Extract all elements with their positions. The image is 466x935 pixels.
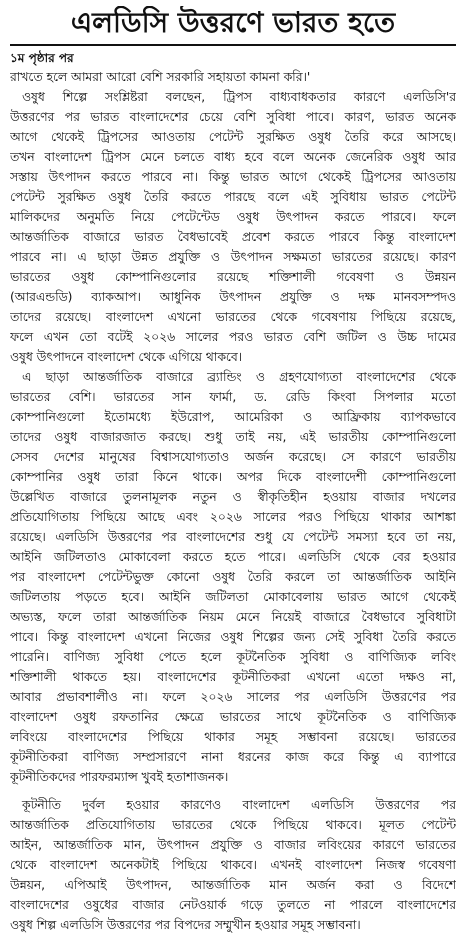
headline: এলডিসি উত্তরণে ভারত হতে — [70, 6, 396, 39]
text-line: পেটেন্ট সুরক্ষিত ওষুধ তৈরি করতে পারছে বলে এই সুবিধায় ভারত পেটেন্ট — [10, 190, 456, 204]
continued-from-label: ১ম পৃষ্ঠার পর — [10, 51, 74, 65]
text-line: সস্তায় উৎপাদন করতে পারবে না। কিন্তু ভারত আগে থেকেই ট্রিপসের আওতায় — [10, 170, 456, 184]
text-line: উল্লেখিত বাজারে তুলনামূলক নতুন ও স্বীকৃতিহীন হওয়ায় বাজার দখলের — [10, 490, 456, 504]
text-line: আবার প্রভাবশালীও না। ফলে ২০২৬ সালের পর এলডিসি উত্তরণের পর — [10, 690, 456, 704]
text-line: জটিলতায় পড়তে হবে। আইনি জটিলতা মোকাবেলায় ভারত আগে থেকেই — [10, 590, 456, 604]
text-line: তাদের ওষুধ বাজারজাত করছে। শুধু তাই নয়, এই ভারতীয় কোম্পানিগুলো — [10, 430, 456, 444]
article-paragraph — [10, 67, 456, 87]
text-line: উন্নয়ন, এপিআই উৎপাদন, আন্তর্জাতিক মান অর্জন করা ও বিদেশে — [10, 878, 456, 892]
text-line: কূটনীতিকদের পারফরম্যান্স খুবই হতাশাজনক। — [10, 770, 229, 784]
text-line: আইন, আন্তর্জাতিক মান, উৎপাদন প্রযুক্তি ও বাজার লবিংয়ের কারণে ভারতের — [10, 838, 456, 852]
text-line: পারবে না। এ ছাড়া উন্নত প্রযুক্তি ও উৎপাদন সক্ষমতা ভারতের রয়েছে। কারণ — [10, 250, 456, 264]
text-line: পারেনি। বাণিজ্য সুবিধা পেতে হলে কূটনৈতিক সুবিধা ও বাণিজ্যিক লবিং — [10, 650, 456, 664]
text-line: উত্তরণের পর ভারত বাংলাদেশের চেয়ে বেশি সুবিধা পাবে। কারণ, ভারত অনেক — [10, 110, 456, 124]
text-line: ওষুধ শিল্প এলডিসি উত্তরণের পর বিপদের সম্মুখীন হওয়ার সমূহ সম্ভাবনা। — [10, 918, 361, 932]
text-line: ভারতের বেশি। ভারতের সান ফার্মা, ড. রেডি কিংবা সিপলার মতো — [10, 390, 456, 404]
text-line: আগে থেকেই ট্রিপসের আওতায় পেটেন্ট সুরক্ষিত ওষুধ তৈরি করে আসছে। — [10, 130, 456, 144]
text-line: তখন বাংলাদেশ ট্রিপস মেনে চলতে বাধ্য হবে বলে অনেক জেনেরিক ওষুধ আর — [10, 150, 456, 164]
text-line: রয়েছে। এলডিসি উত্তরণের পর বাংলাদেশের শুধু যে পেটেন্ট সমস্যা হবে তা নয়, — [10, 530, 456, 544]
paragraph-gap — [10, 787, 456, 795]
text-line: ওষুধ উৎপাদনে বাংলাদেশ থেকে এগিয়ে থাকবে। — [10, 350, 243, 364]
text-line: থেকে বাংলাদেশ অনেকটাই পিছিয়ে থাকবে। এখনই বাংলাদেশ নিজস্ব গবেষণা — [10, 858, 456, 872]
text-line: (আরএন্ডডি) ব্যাকআপ। আধুনিক উৎপাদন প্রযুক্তি ও দক্ষ মানবসম্পদও — [10, 290, 456, 304]
text-line: পর বাংলাদেশ পেটেন্টভুক্ত কোনো ওষুধ তৈরি করলে তা আন্তর্জাতিক আইনি — [10, 570, 456, 584]
text-line: আন্তর্জাতিক প্রতিযোগিতায় ভারতের থেকে পিছিয়ে থাকবে। মূলত পেটেন্ট — [10, 818, 456, 832]
text-line: বাংলাদেশের ওষুধের বাজার নেটওয়ার্ক গড়ে তুলতে না পারলে বাংলাদেশের — [10, 898, 456, 912]
text-line: কোম্পানিগুলো ইতোমধ্যে ইউরোপ, আমেরিকা ও আফ্রিকায় ব্যাপকভাবে — [10, 410, 456, 424]
text-line: অভ্যস্ত, ফলে তারা আন্তর্জাতিক নিয়ম মেনে নিয়েই বাজারে বৈধভাবে সুবিধাটা — [10, 610, 456, 624]
article-paragraph — [10, 87, 456, 367]
article-paragraph — [10, 795, 456, 935]
text-line: মালিকদের অনুমতি নিয়ে পেটেন্টেড ওষুধ উৎপাদন করতে পারবে। ফলে — [10, 210, 456, 224]
text-line: তাদের রয়েছে। বাংলাদেশ এখনো ভারতের থেকে গবেষণায় পিছিয়ে রয়েছে, — [10, 310, 456, 324]
text-line: বাংলাদেশ ওষুধ রফতানির ক্ষেত্রে ভারতের সাথে কূটনৈতিক ও বাণিজ্যিক — [10, 710, 456, 724]
headline-divider — [10, 44, 456, 46]
text-line: ফলে এখন তো বটেই ২০২৬ সালের পরও ভারত বেশি জটিল ও উচ্চ দামের — [10, 330, 456, 344]
text-line: পাবে। কিন্তু বাংলাদেশ এখনো নিজের ওষুধ শিল্পের জন্য সেই সুবিধা তৈরি করতে — [10, 630, 456, 644]
text-line: প্রতিযোগিতায় পিছিয়ে আছে এবং ২০২৬ সালের পরও পিছিয়ে থাকার আশঙ্কা — [10, 510, 456, 524]
text-line: রাখতে হলে আমরা আরো বেশি সরকারি সহায়তা কামনা করি।' — [10, 70, 311, 84]
text-line: সেসব দেশের মানুষের বিশ্বাসযোগ্যতাও অর্জন করেছে। সে কারণে ভারতীয় — [10, 450, 456, 464]
text-line: কূটনীতি দুর্বল হওয়ার কারণেও বাংলাদেশ এলডিসি উত্তরণের পর — [22, 798, 456, 812]
text-line: এ ছাড়া আন্তর্জাতিক বাজারে ব্র্যান্ডিং ও গ্রহণযোগ্যতা বাংলাদেশের থেকে — [22, 370, 456, 384]
text-line: কোম্পানির ওষুধ তারা কিনে থাকে। অপর দিকে বাংলাদেশী কোম্পানিগুলো — [10, 470, 456, 484]
text-line: কূটনীতিকরা বাণিজ্য সম্প্রসারণে নানা ধরনের কাজ করে কিন্তু এ ব্যাপারে — [10, 750, 456, 764]
text-line: লবিংয়ে বাংলাদেশের পিছিয়ে থাকার সমূহ সম্ভাবনা রয়েছে। ভারতের — [10, 730, 456, 744]
article-body — [10, 67, 456, 935]
text-line: ভারতের ওষুধ কোম্পানিগুলোর রয়েছে শক্তিশালী গবেষণা ও উন্নয়ন — [10, 270, 456, 284]
text-line: আইনি জটিলতাও মোকাবেলা করতে হতে পারে। এলডিসি থেকে বের হওয়ার — [10, 550, 456, 564]
article-paragraph — [10, 367, 456, 787]
text-line: ওষুধ শিল্পে সংশ্লিষ্টরা বলছেন, ট্রিপস বাধ্যবাধকতার কারণে এলডিসি'র — [22, 90, 456, 104]
text-line: আন্তর্জাতিক বাজারে ভারত বৈধভাবেই প্রবেশ করতে পারবে কিন্তু বাংলাদেশ — [10, 230, 456, 244]
text-line: শক্তিশালী থাকতে হয়। বাংলাদেশের কূটনীতিকরা এখনো এতো দক্ষও না, — [10, 670, 456, 684]
